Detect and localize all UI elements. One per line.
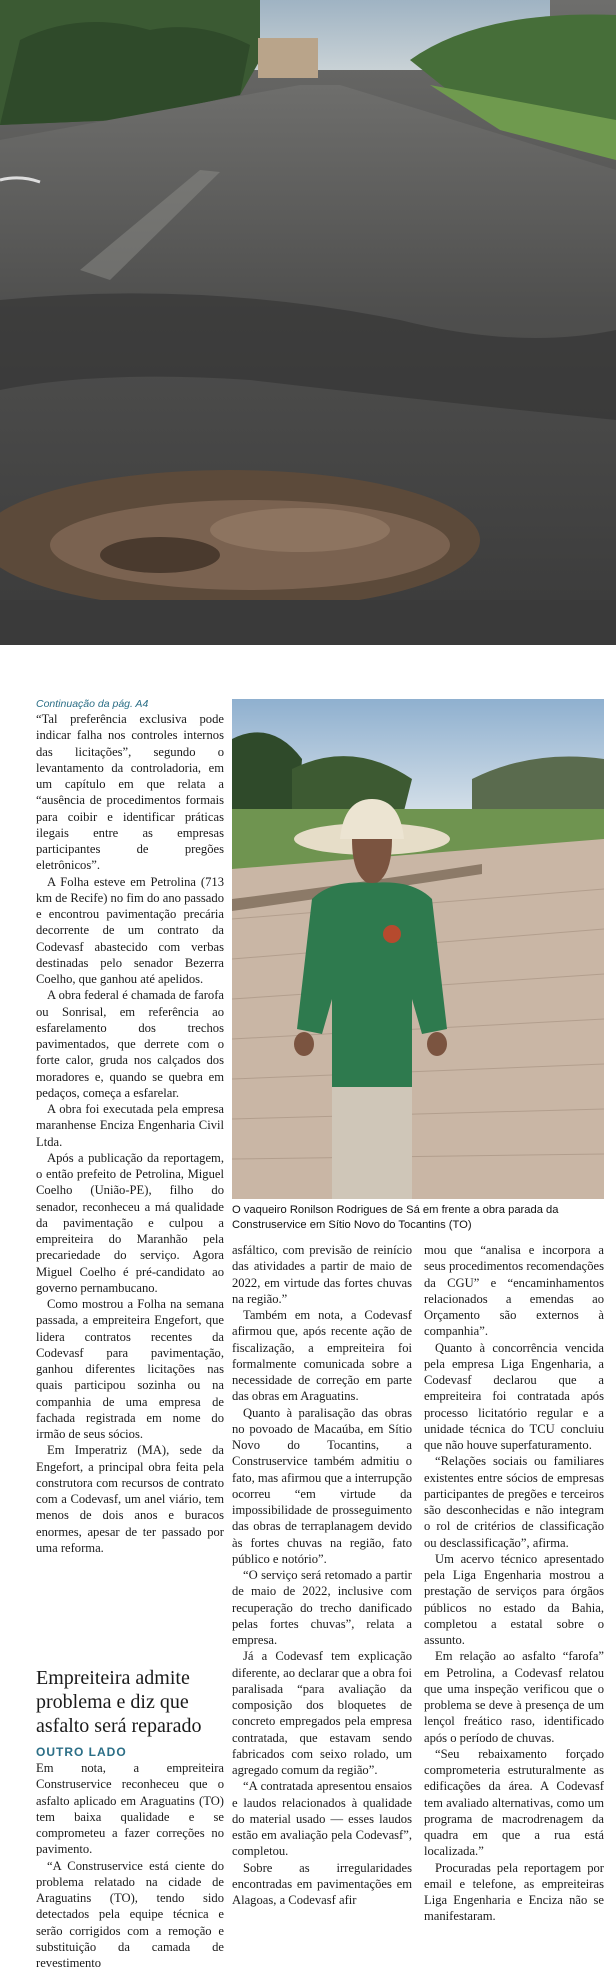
paragraph: mou que “analisa e incorpora a seus procedimentos recomendações da CGU” e “encaminhamentos relacionados a emendas ao Orçamento são externos à companhia”. bbox=[424, 1243, 604, 1339]
paragraph: Um acervo técnico apresentado pela Liga Engenharia mostrou a prestação de serviços para órgãos públicos no estado da Bahia, completou a estatal sobre o assunto. bbox=[424, 1551, 604, 1647]
paragraph: “Seu rebaixamento forçado comprometeria estruturalmente as edificações da área. A Codevasf tem avaliado alternativas, como um programa de macrodrenagem da quadra em que a rua está localizada.” bbox=[424, 1746, 604, 1859]
paragraph: Em relação ao asfalto “farofa” em Petrolina, a Codevasf relatou que uma inspeção verificou que o problema se deve à presença de um lençol freático raso, identificado após o período de chuvas. bbox=[424, 1649, 604, 1745]
paragraph: “A Construservice está ciente do problema relatado na cidade de Araguatins (TO), tendo sido detectados pela equipe técnica e serão corrigidos com a remoção e substituição da camada de revestimento bbox=[36, 1858, 224, 1970]
paragraph: Procuradas pela reportagem por email e telefone, as empreiteiras Liga Engenharia e Enciza não se manifestaram. bbox=[424, 1860, 604, 1924]
paragraph: “Tal preferência exclusiva pode indicar falha nos controles internos das licitações”, segundo o levantamento da controladoria, em um capítulo em que relata a “ausência de procedimentos formais para coibir e identificar práticas ilegais entre as empresas participantes de pregões eletrônicos”. bbox=[36, 712, 224, 873]
column-2 bbox=[232, 1242, 412, 1908]
paragraph: Em Imperatriz (MA), sede da Engefort, a principal obra feita pela construtora com recursos de contrato com a Codevasf, um anel viário, tem menos de dois anos e buracos enormes, apesar de ter passado por uma reforma. bbox=[36, 1443, 224, 1555]
photo-caption: O vaqueiro Ronilson Rodrigues de Sá em frente a obra parada da Construservice em Sítio Novo do Tocantins (TO) bbox=[232, 1204, 559, 1231]
sidebar-headline: Empreiteira admite problema e diz que asfalto será reparado bbox=[36, 1667, 202, 1737]
paragraph: asfáltico, com previsão de reinício das atividades a partir de maio de 2022, em virtude das fortes chuvas na região.” bbox=[232, 1243, 412, 1306]
paragraph: Quanto à concorrência vencida pela empresa Liga Engenharia, a Codevasf declarou que a empreiteira foi contratada após processo licitatório regular e a unidade técnica do TCU concluiu que não houve superfaturamento. bbox=[424, 1340, 604, 1452]
paragraph: A obra federal é chamada de farofa ou Sonrisal, em referência ao esfarelamento dos trechos pavimentados, que derrete com o forte calor, gruda nos calçados dos moradores e, quando se quebra em pedaços, começa a esfarelar. bbox=[36, 988, 224, 1100]
sidebar-kicker: OUTRO LADO bbox=[36, 1745, 127, 1759]
column-1 bbox=[36, 697, 224, 1556]
vaqueiro-photo bbox=[232, 699, 604, 1199]
continuation-note: Continuação da pág. A4 bbox=[36, 698, 149, 710]
paragraph: “Relações sociais ou familiares existentes entre sócios de empresas participantes de pregões e terceiros são desconhecidas e não integram o rol de critérios de classificação ou desclassificação”, afirma. bbox=[424, 1454, 604, 1550]
paragraph: A obra foi executada pela empresa maranhense Enciza Engenharia Civil Ltda. bbox=[36, 1102, 224, 1149]
paragraph: “A contratada apresentou ensaios e laudos relacionados à qualidade do material usado — esses laudos estão em avaliação pela Codevasf”, completou. bbox=[232, 1779, 412, 1859]
sidebar-outro-lado bbox=[36, 1662, 224, 1971]
paragraph: Também em nota, a Codevasf afirmou que, após recente ação de fiscalização, a empreiteira foi formalmente comunicada sobre a necessidade de correção em parte das obras em Araguatins. bbox=[232, 1308, 412, 1404]
paragraph: Em nota, a empreiteira Construservice reconheceu que o asfalto aplicado em Araguatins (TO) tem baixa qualidade e se comprometeu a fazer correções no pavimento. bbox=[36, 1761, 224, 1857]
paragraph: Já a Codevasf tem explicação diferente, ao declarar que a obra foi paralisada “para avaliação da composição dos bloquetes de concreto empregados pela empresa contratada, que estavam sendo fabricados com seixo rolado, um agregado comum da região”. bbox=[232, 1649, 412, 1777]
road-photo bbox=[0, 0, 616, 645]
paragraph: Como mostrou a Folha na semana passada, a empreiteira Engefort, que lidera contratos recentes da Codevasf para pavimentação, ganhou diferentes licitações nas quais participou sozinha ou na companhia de uma empresa de fachada registrada em nome do irmão de seus sócios. bbox=[36, 1297, 224, 1441]
column-3 bbox=[424, 1242, 604, 1925]
paragraph: Após a publicação da reportagem, o então prefeito de Petrolina, Miguel Coelho (União-PE), filho do senador, reconheceu a má qualidade da pavimentação e culpou a empreiteira do Maranhão pela precariedade do serviço. Agora Miguel Coelho é pré-candidato ao governo pernambucano. bbox=[36, 1150, 224, 1295]
paragraph: Quanto à paralisação das obras no povoado de Macaúba, em Sítio Novo do Tocantins, a Construservice também admitiu o fato, mas afirmou que a interrupção ocorreu “em virtude da impossibilidade de prosseguimento das obras de terraplanagem devido às fortes chuvas na região, fato público e notório”. bbox=[232, 1405, 412, 1566]
paragraph: A Folha esteve em Petrolina (713 km de Recife) no fim do ano passado e encontrou pavimentação precária decorrente de um contrato da Codevasf abastecido com verbas destinadas pelo senador Bezerra Coelho, que ganhou até apelidos. bbox=[36, 874, 224, 986]
paragraph: Sobre as irregularidades encontradas em pavimentações em Alagoas, a Codevasf afir bbox=[232, 1860, 412, 1907]
paragraph: “O serviço será retomado a partir de maio de 2022, inclusive com recuperação do trecho danificado pelas fortes chuvas”, relata a empresa. bbox=[232, 1568, 412, 1647]
